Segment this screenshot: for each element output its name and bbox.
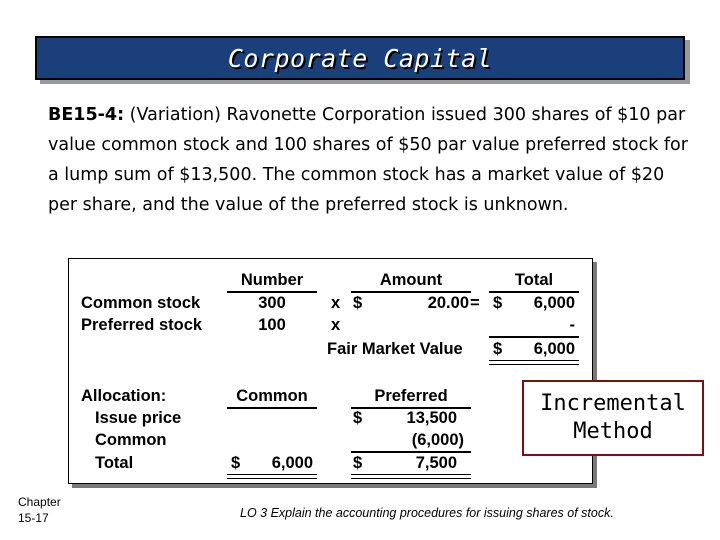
row-operator: x bbox=[331, 316, 341, 334]
total-underline bbox=[489, 336, 579, 338]
row-amount: 20.00 bbox=[427, 294, 469, 312]
slide-title: Corporate Capital bbox=[227, 43, 493, 73]
header-amount: Amount bbox=[379, 271, 443, 289]
total-preferred-currency: $ bbox=[353, 454, 363, 472]
issue-price-value: 13,500 bbox=[406, 409, 457, 427]
row-amount-currency: $ bbox=[353, 294, 363, 312]
allocation-label: Allocation: bbox=[81, 387, 167, 405]
row-number: 300 bbox=[258, 294, 286, 312]
chapter-reference bbox=[18, 494, 61, 526]
issue-price-currency: $ bbox=[353, 409, 363, 427]
common-allocation-label: Common bbox=[95, 431, 167, 449]
allocation-preferred-header: Preferred bbox=[374, 387, 448, 405]
common-allocation-value: (6,000) bbox=[411, 431, 464, 449]
row-number: 100 bbox=[258, 316, 286, 334]
fmv-label: Fair Market Value bbox=[327, 340, 463, 358]
total-common-double-underline bbox=[227, 474, 317, 479]
allocation-common-underline bbox=[227, 407, 317, 409]
learning-objective: LO 3 Explain the accounting procedures for issuing shares of stock. bbox=[240, 506, 614, 520]
method-line-2: Method bbox=[573, 419, 653, 444]
issue-price-label: Issue price bbox=[95, 409, 182, 427]
fmv-double-underline bbox=[489, 360, 579, 365]
calculation-table bbox=[68, 258, 593, 484]
total-preferred-value: 7,500 bbox=[415, 454, 457, 472]
total-common-value: 6,000 bbox=[271, 454, 313, 472]
row-label: Common stock bbox=[81, 294, 201, 312]
total-preferred-double-underline bbox=[351, 474, 471, 479]
allocation-common-header: Common bbox=[236, 387, 308, 405]
row-equals: = bbox=[470, 294, 480, 312]
method-line-1: Incremental bbox=[540, 391, 686, 416]
row-label: Preferred stock bbox=[81, 316, 203, 334]
row-total-currency: $ bbox=[493, 294, 503, 312]
problem-statement bbox=[48, 100, 688, 220]
fmv-total: 6,000 bbox=[533, 340, 575, 358]
page-number: 15-17 bbox=[18, 511, 49, 525]
total-common-currency: $ bbox=[231, 454, 241, 472]
chapter-label: Chapter bbox=[18, 495, 61, 509]
row-total: - bbox=[569, 316, 575, 334]
total-label: Total bbox=[95, 454, 134, 472]
problem-label: BE15-4: bbox=[48, 105, 125, 125]
row-operator: x bbox=[331, 294, 341, 312]
fmv-currency: $ bbox=[493, 340, 503, 358]
header-number: Number bbox=[240, 271, 304, 289]
method-callout bbox=[522, 380, 704, 456]
row-total: 6,000 bbox=[533, 294, 575, 312]
header-total: Total bbox=[514, 271, 554, 289]
title-bar bbox=[35, 36, 685, 80]
problem-text: (Variation) Ravonette Corporation issued 300 shares of $10 par value common stock and 100 shares of $50 par value preferred stock for a lump sum of $13,500. The common stock has a market value of $20 per share, and the value of the preferred stock is unknown. bbox=[48, 105, 688, 215]
